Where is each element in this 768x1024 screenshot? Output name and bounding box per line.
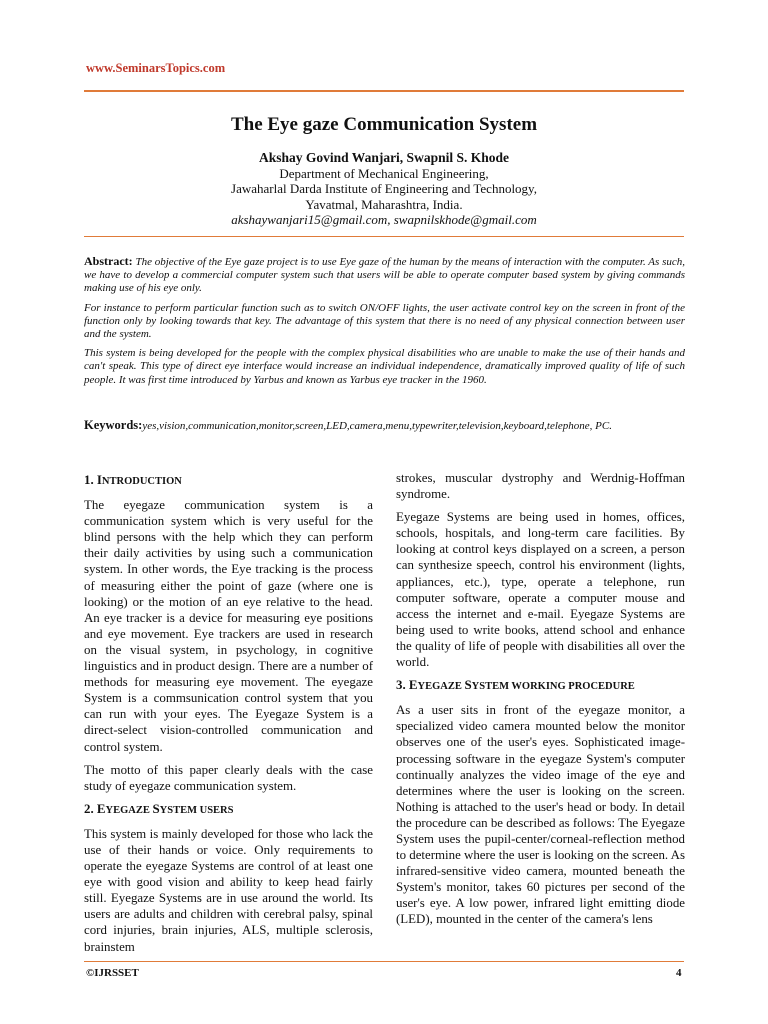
author-names: Akshay Govind Wanjari, Swapnil S. Khode xyxy=(259,150,509,165)
keywords-label: Keywords: xyxy=(84,418,143,432)
keywords-text: yes,vision,communication,monitor,screen,LED,camera,menu,typewriter,television,keyboard,telephone, PC. xyxy=(142,420,612,432)
abstract-text-1: The objective of the Eye gaze project is to use Eye gaze of the human by the means of interaction with the computer. As such, we have to develop a commercial computer system such that users will be able to operate computer based system by giving commands making use of his eye only. xyxy=(84,256,686,295)
paper-title: The Eye gaze Communication System xyxy=(230,114,538,135)
introduction-paragraph-1: The eyegaze communication system is a communication system which is very useful for the blind persons with the help which they can perform their daily activities by using such a communication system. In other words, the Eye tracking is the process of measuring either the point of gaze (where one is looking) or the motion of an eye relative to the head. An eye tracker is a device for measuring eye positions and eye movement. Eye trackers are used in research on the visual system, in psychology, in cognitive linguistics and in product design. There are a number of methods for measuring eye movement. The eyegaze System is a commsunication control system that you can run with your eyes. The Eyegaze System is a direct-select vision-controlled communication and control system. xyxy=(84,498,373,754)
keywords xyxy=(84,418,685,433)
section-heading-users: 2. EYEGAZE SYSTEM USERS xyxy=(84,801,234,816)
users-paragraph-1: This system is mainly developed for those who lack the use of their hands or voice. Only requirements to operate the eyegaze Systems are control of at least one eye with good vision and ability to keep head fairly still. Eyegaze Systems are in use around the world. Its users are adults and children with cerebral palsy, spinal cord injuries, brain injuries, ALS, multiple sclerosis, brainstem xyxy=(84,826,373,954)
abstract-label: Abstract: xyxy=(84,254,133,268)
introduction-paragraph-2: The motto of this paper clearly deals with the case study of eyegaze communication system. xyxy=(84,762,373,793)
footer-rule xyxy=(84,961,684,962)
affiliation-location: Yavatmal, Maharashtra, India. xyxy=(305,196,463,212)
working-procedure-paragraph-1: As a user sits in front of the eyegaze monitor, a specialized video camera mounted below the monitor observes one of the user's eyes. Sophisticated image- processing software in the eyegaze System's computer continually analyzes the video image of the eye and determines where the user is looking on the screen. Nothing is attached to the user's head or body. In detail the procedure can be described as follows: The Eyegaze System uses the pupil-center/corneal-reflection method to determine where the user is looking on the screen. As infrared-sensitive video camera, mounted beneath the System's monitor, takes 60 pictures per second of the user's eye. A low power, infrared light emitting diode (LED), mounted in the center of the camera's lens xyxy=(396,703,685,927)
footer-copyright: ©IJRSSET xyxy=(86,967,139,979)
users-paragraph-1-continued: strokes, muscular dystrophy and Werdnig-Hoffman syndrome. xyxy=(396,471,685,502)
affiliation-institute: Jawaharlal Darda Institute of Engineering and Technology, xyxy=(231,181,537,196)
page-number: 4 xyxy=(676,967,682,979)
abstract-paragraph-2: For instance to perform particular function such as to switch ON/OFF lights, the user activate control key on the screen in front of the function only by looking towards that key. The advantage of this system that there is no need of any physical connection between user and the system. xyxy=(84,301,685,341)
affiliation-department: Department of Mechanical Engineering, xyxy=(279,165,489,181)
abstract-rule xyxy=(84,236,684,237)
site-url[interactable]: www.SeminarsTopics.com xyxy=(86,61,226,75)
author-emails[interactable]: akshaywanjari15@gmail.com, swapnilskhode@gmail.com xyxy=(231,212,537,227)
abstract-paragraph-3: This system is being developed for the people with the complex physical disabilities who are unable to make the use of their hands and can't speak. This type of direct eye interface would increase an individual independence, dramatically improved quality of life of such people. It was first time introduced by Yarbus and known as Yarbus eye tracker in the 1960. xyxy=(84,347,685,386)
section-heading-working-procedure: 3. EYEGAZE SYSTEM WORKING PROCEDURE xyxy=(396,678,635,693)
left-column xyxy=(84,470,373,962)
header-rule xyxy=(84,90,684,92)
right-column xyxy=(396,470,685,935)
author-block xyxy=(84,150,684,228)
abstract xyxy=(84,255,685,393)
section-heading-introduction: 1. INTRODUCTION xyxy=(84,473,182,487)
users-paragraph-2: Eyegaze Systems are being used in homes, offices, schools, hospitals, and long-term care facilities. By looking at control keys displayed on a screen, a person can synthesize speech, control his environment (lights, appliances, etc.), type, operate a telephone, run computer software, operate a computer mouse and access the internet and e-mail. Eyegaze Systems are being used to write books, attend school and enhance the quality of life of people with disabilities all over the world. xyxy=(396,510,685,670)
abstract-paragraph-1 xyxy=(84,255,685,296)
